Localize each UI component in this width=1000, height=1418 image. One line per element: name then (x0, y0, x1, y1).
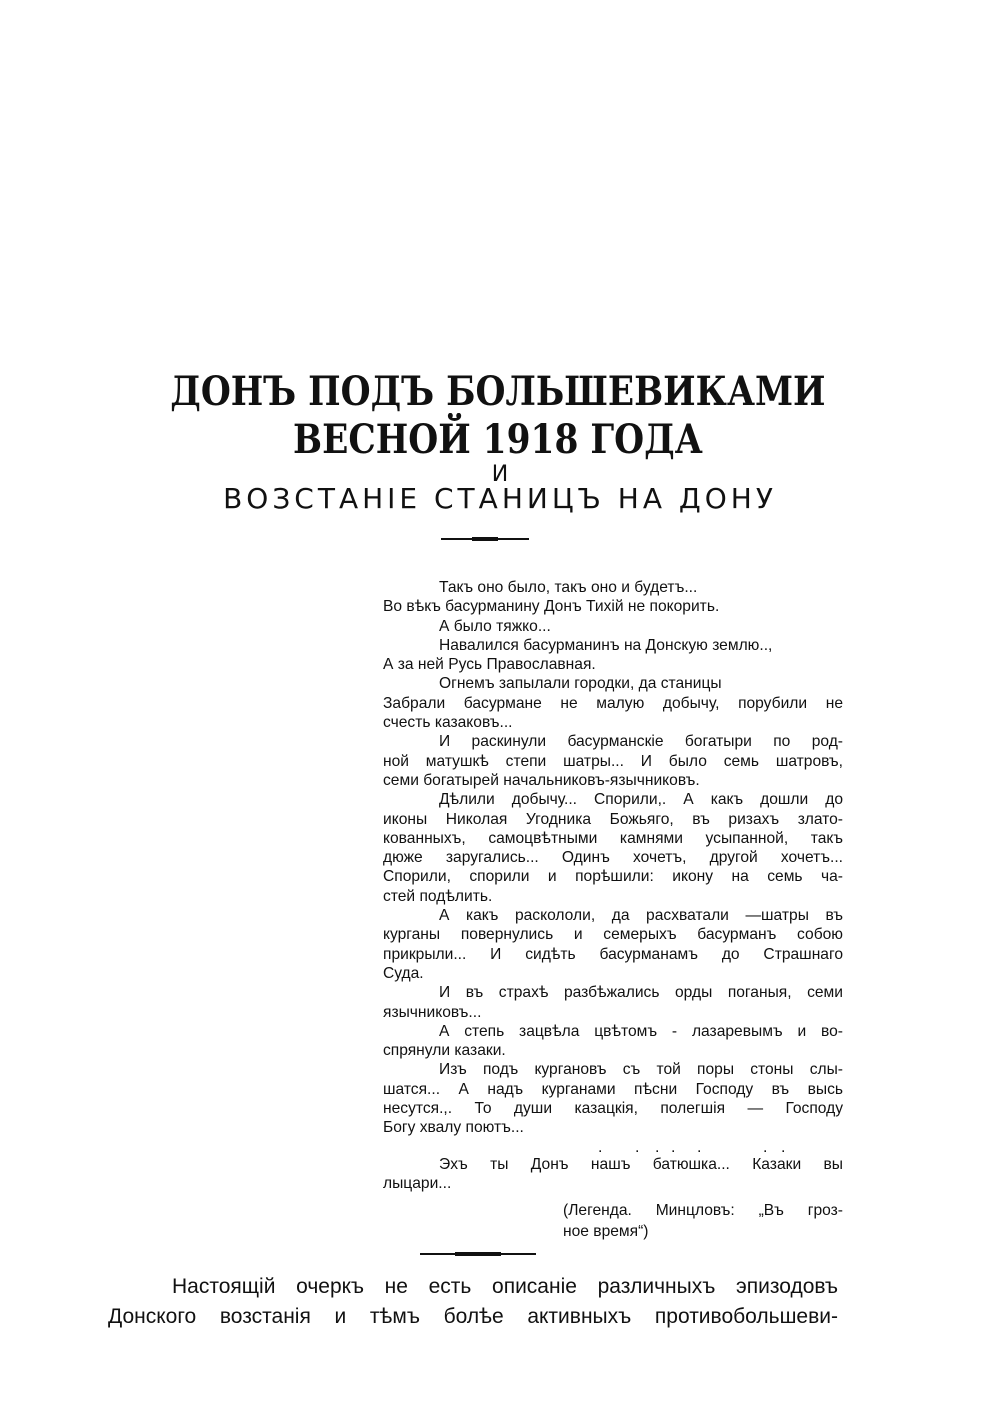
epigraph-line: кованныхъ, самоцвѣтными камнями усыпанной, такъ (383, 829, 843, 847)
epigraph-line: Во вѣкъ басурманину Донъ Тихій не покорить. (383, 598, 720, 616)
title-divider (441, 538, 529, 540)
epigraph-line: несутся.,. То души казацкія, полегшія — Господу (383, 1100, 843, 1118)
title-line-3: ВОЗСТАНІЕ СТАНИЦЪ НА ДОНУ (223, 482, 777, 515)
epigraph-line: Такъ оно было, такъ оно и будетъ... (439, 579, 698, 596)
document-page: ДОНЪ ПОДЪ БОЛЬШЕВИКАМИ ВЕСНОЙ 1918 ГОДА И ВОЗСТАНІЕ СТАНИЦЪ НА ДОНУ Такъ оно было, такъ оно и будетъ... Во вѣкъ басурманину Донъ Тихій не покорить. А было тяжко... Навалился басурманинъ на Донскую землю.., А за ней Русь Православная. Огнемъ запылали городки, да станицы Забрали басурмане не малую добычу, порубили не счесть казаковъ... И раскинули басурманскіе богатыри по род- ной матушкѣ степи шатры... И было семь шатровъ, семи богатырей начальниковъ-язычниковъ. Дѣлили добычу... Спорили,. А какъ дошли до иконы Николая Угодника Божьяго, въ ризахъ злато- кованныхъ, самоцвѣтными камнями усыпанной, такъ дюже заругались... Одинъ хочетъ, другой хочетъ... Спорили, спорили и порѣшили: икону на семь ча- стей подѣлить. А какъ раскололи, да расхватали —шатры въ курганы повернулись и семерыхъ басурманъ собою прикрыли... И сидѣть басурманамъ до Страшнаго Суда. И въ страхѣ разбѣжались орды поганыя, семи язычниковъ... А степь зацвѣла цвѣтомъ - лазаревымъ и во- спрянули казаки. Изъ подъ кургановъ съ той поры стоны слы- шатся... А надъ курганами пѣсни Господу въ высь несутся.,. То души казацкія, полегшія — Господу Богу хвалу поютъ... . . . . . . . Эхъ ты Донъ нашъ батюшка... Казаки вы лыцари... (Легенда. Минцловъ: „Въ гроз- ное время“) Настоящій очеркъ не есть описаніе различныхъ эпизодовъ Донского возстанія и тѣмъ болѣе активныхъ противобольшеви- (0, 0, 1000, 1418)
epigraph-line: семи богатырей начальниковъ-язычниковъ. (383, 771, 700, 789)
epigraph-line: Дѣлили добычу... Спорили,. А какъ дошли до (439, 791, 843, 809)
epigraph-source (563, 1200, 843, 1242)
epigraph-line: И въ страхѣ разбѣжались орды поганыя, семи (439, 984, 843, 1002)
epigraph-line: иконы Николая Угодника Божьяго, въ ризахъ злато- (383, 810, 843, 828)
section-divider (420, 1253, 536, 1255)
epigraph-line: спрянули казаки. (383, 1042, 506, 1060)
epigraph-line: шатся... А надъ курганами пѣсни Господу въ высь (383, 1080, 843, 1098)
epigraph-line: А за ней Русь Православная. (383, 656, 596, 674)
epigraph-line: А степь зацвѣла цвѣтомъ - лазаревымъ и во- (439, 1022, 843, 1040)
epigraph-line: стей подѣлить. (383, 887, 493, 905)
epigraph-line: Огнемъ запылали городки, да станицы (439, 675, 722, 693)
epigraph-line: И раскинули басурманскіе богатыри по род- (439, 733, 843, 751)
body-line-2: Донского возстанія и тѣмъ болѣе активныхъ противобольшеви- (108, 1305, 838, 1328)
closing-line-2: лыцари... (383, 1175, 452, 1193)
epigraph-line: Изъ подъ кургановъ съ той поры стоны слы- (439, 1061, 843, 1079)
title-conjunction: И (491, 462, 509, 487)
epigraph-line: Навалился басурманинъ на Донскую землю.., (439, 636, 773, 654)
title-line-2: ВЕСНОЙ 1918 ГОДА (293, 416, 703, 463)
epigraph-line: курганы повернулись и семерыхъ басурманъ собою (383, 926, 843, 944)
closing-line-1: Эхъ ты Донъ нашъ батюшка... Казаки вы (439, 1156, 843, 1173)
epigraph-line: язычниковъ... (383, 1003, 482, 1021)
epigraph-line: дюже заругались... Одинъ хочетъ, другой хочетъ... (383, 849, 843, 867)
epigraph-line: А какъ раскололи, да расхватали —шатры въ (439, 907, 843, 925)
source-line-1: (Легенда. Минцловъ: „Въ гроз- (563, 1202, 843, 1219)
epigraph (383, 578, 843, 1138)
epigraph-line: Забрали басурмане не малую добычу, порубили не (383, 694, 843, 712)
epigraph-line: прикрыли... И сидѣть басурманамъ до Страшнаго (383, 945, 843, 963)
epigraph-line: Богу хвалу поютъ... (383, 1119, 524, 1137)
epigraph-line: Спорили, спорили и порѣшили: икону на семь ча- (383, 868, 843, 886)
epigraph-line: ной матушкѣ степи шатры... И было семь шатровъ, (383, 752, 843, 770)
body-line-1: Настоящій очеркъ не есть описаніе различныхъ эпизодовъ (172, 1275, 838, 1298)
epigraph-line: счесть казаковъ... (383, 714, 513, 732)
body-paragraph (108, 1272, 838, 1332)
title-line-1: ДОНЪ ПОДЪ БОЛЬШЕВИКАМИ (170, 368, 826, 415)
source-line-2: ное время“) (563, 1223, 649, 1240)
epigraph-closing (383, 1155, 843, 1194)
epigraph-line: А было тяжко... (439, 617, 551, 635)
epigraph-line: Суда. (383, 964, 424, 982)
